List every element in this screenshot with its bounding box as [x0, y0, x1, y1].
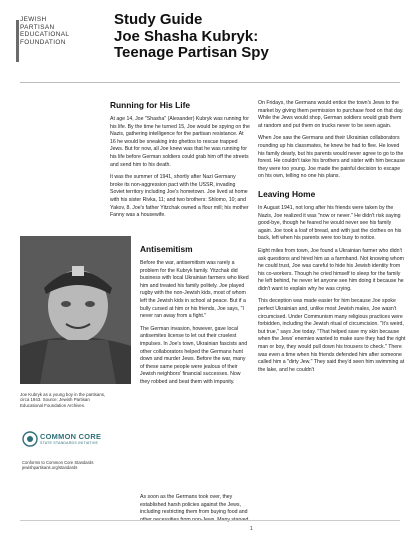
logo-bar — [16, 20, 19, 62]
section-heading: Leaving Home — [258, 188, 316, 199]
page-number: 1 — [250, 526, 253, 532]
boy-portrait-image — [20, 236, 131, 384]
title-line: Teenage Partisan Spy — [114, 44, 269, 61]
logo-line: PARTISAN — [20, 23, 55, 31]
paragraph: At age 14, Joe "Shasha" (Alexander) Kubryk was running for his life. By the time he turned 15, Joe would be spying on the Nazis, gathering intelligence for the partisan resistance. At 16 he would be sneaking into ghettos to rescue trapped Jews. But for now, all Joe knew was that he was running for his life before German soldiers could grab him off the streets and send him to his death. — [110, 116, 250, 168]
antisemitism-continued — [140, 494, 250, 529]
section-heading: Running for His Life — [110, 100, 191, 110]
running-section — [110, 100, 250, 225]
title-line: Study Guide — [114, 11, 203, 28]
paragraph: The German invasion, however, gave local antisemites license to let out their cruelest impulses. In Joe's town, Ukrainian fascists and other collaborators helped the Germans hunt down and murder Jews. Before the war, many of these same people were jealous of their Jewish neighbors' financial successes. Now they robbed and beat them with impunity. — [140, 325, 248, 385]
section-heading: Antisemitism — [140, 244, 193, 254]
page-title — [114, 12, 404, 62]
paragraph: When Joe saw the Germans and their Ukrainian collaborators rounding up his classmates, he knew he had to flee. He loved his family dearly, but his parents would never agree to go to the forest. He couldn't take his brothers and sister with him because they were too young. Joe made the painful decision to escape on his own, telling no one his plans. — [258, 135, 405, 180]
common-core-name: COMMON CORE — [40, 432, 102, 441]
paragraph: This deception was made easier for him because Joe spoke perfect Ukrainian and, unlike most Jewish males, Joe wasn't circumcised. Under Communism many religious practices were forbidden, including the Jewish ritual of circumcision. "It's weird, but true," says Joe today. "That helped save my skin because when the Jews' enemies wanted to make sure they had the right man or boy, they would pull down his trousers to check." There was even a time when his friends defended him after someone called him a "dirty Jew." They said they'd seen him swimming at the lake, and he couldn't — [258, 298, 406, 373]
paragraph: As soon as the Germans took over, they established harsh policies against the Jews, including restricting them from buying food and — [140, 494, 248, 516]
logo-line: FOUNDATION — [20, 38, 66, 46]
jpef-logo — [20, 16, 84, 46]
common-core-subtitle: STATE STANDARDS INITIATIVE — [40, 441, 99, 445]
paragraph: It was the summer of 1941, shortly after Nazi Germany broke its non-aggression pact with the USSR, invading Soviet territory including Joe's hometown. Joe lived at home with his sister Rivka, 11; and two brothers: Shlomo, 10; and Yakov, 8. Joe's father Yitzchak owned a flour mill; his mother Fanny was a housewife. — [110, 174, 249, 219]
paragraph: In August 1941, not long after his friends were taken by the Nazis, Joe realized it was "now or never." He didn't risk saying good-bye, though he feared he would never see his family again. Joe took a loaf of bread, and with just the clothes on his back, left when his parents were too busy to notice. — [258, 204, 402, 242]
paragraph: Eight miles from town, Joe found a Ukrainian farmer who didn't ask questions and hired him as a farmhand. Not knowing whom he could trust, Joe was careful to hide his Jewish identity from his co-workers. Though he cried himself to sleep for the family he left behind, he never let anyone see him doing it because he didn't want to explain why he was crying. — [258, 247, 404, 292]
paragraph: On Fridays, the Germans would entice the town's Jews to the market by giving them permission to purchase food on that day. While the Jews would shop, German soldiers would grab them at random and put them on trucks never to be seen again. — [258, 100, 404, 129]
title-line: Joe Shasha Kubryk: — [114, 27, 259, 45]
footer-divider — [20, 520, 400, 521]
right-column — [258, 100, 406, 379]
logo-line: JEWISH — [20, 16, 47, 23]
logo-line: EDUCATIONAL — [20, 31, 70, 39]
photo-caption: Joe Kubryk as a young boy in the partisans, circa 1943. Source: Jewish Partisan Educational Foundation Archives. — [20, 392, 106, 408]
header-divider — [20, 82, 400, 83]
common-core-caption: Conforms to Common Core Standards jewishpartisans.org/standards — [22, 460, 94, 471]
antisemitism-section — [140, 244, 250, 392]
boy-photo — [20, 236, 131, 384]
paragraph: Before the war, antisemitism was rarely a problem for the Kubryk family. Yitzchak did business with local Ukrainian farmers who liked him and treated his family politely. Joe played rugby with the non-Jewish kids, most of whom left the Jewish kids in school at peace. But if a bully cursed at him or his friends, Joe says, "I never ran away from a fight." — [140, 260, 249, 320]
